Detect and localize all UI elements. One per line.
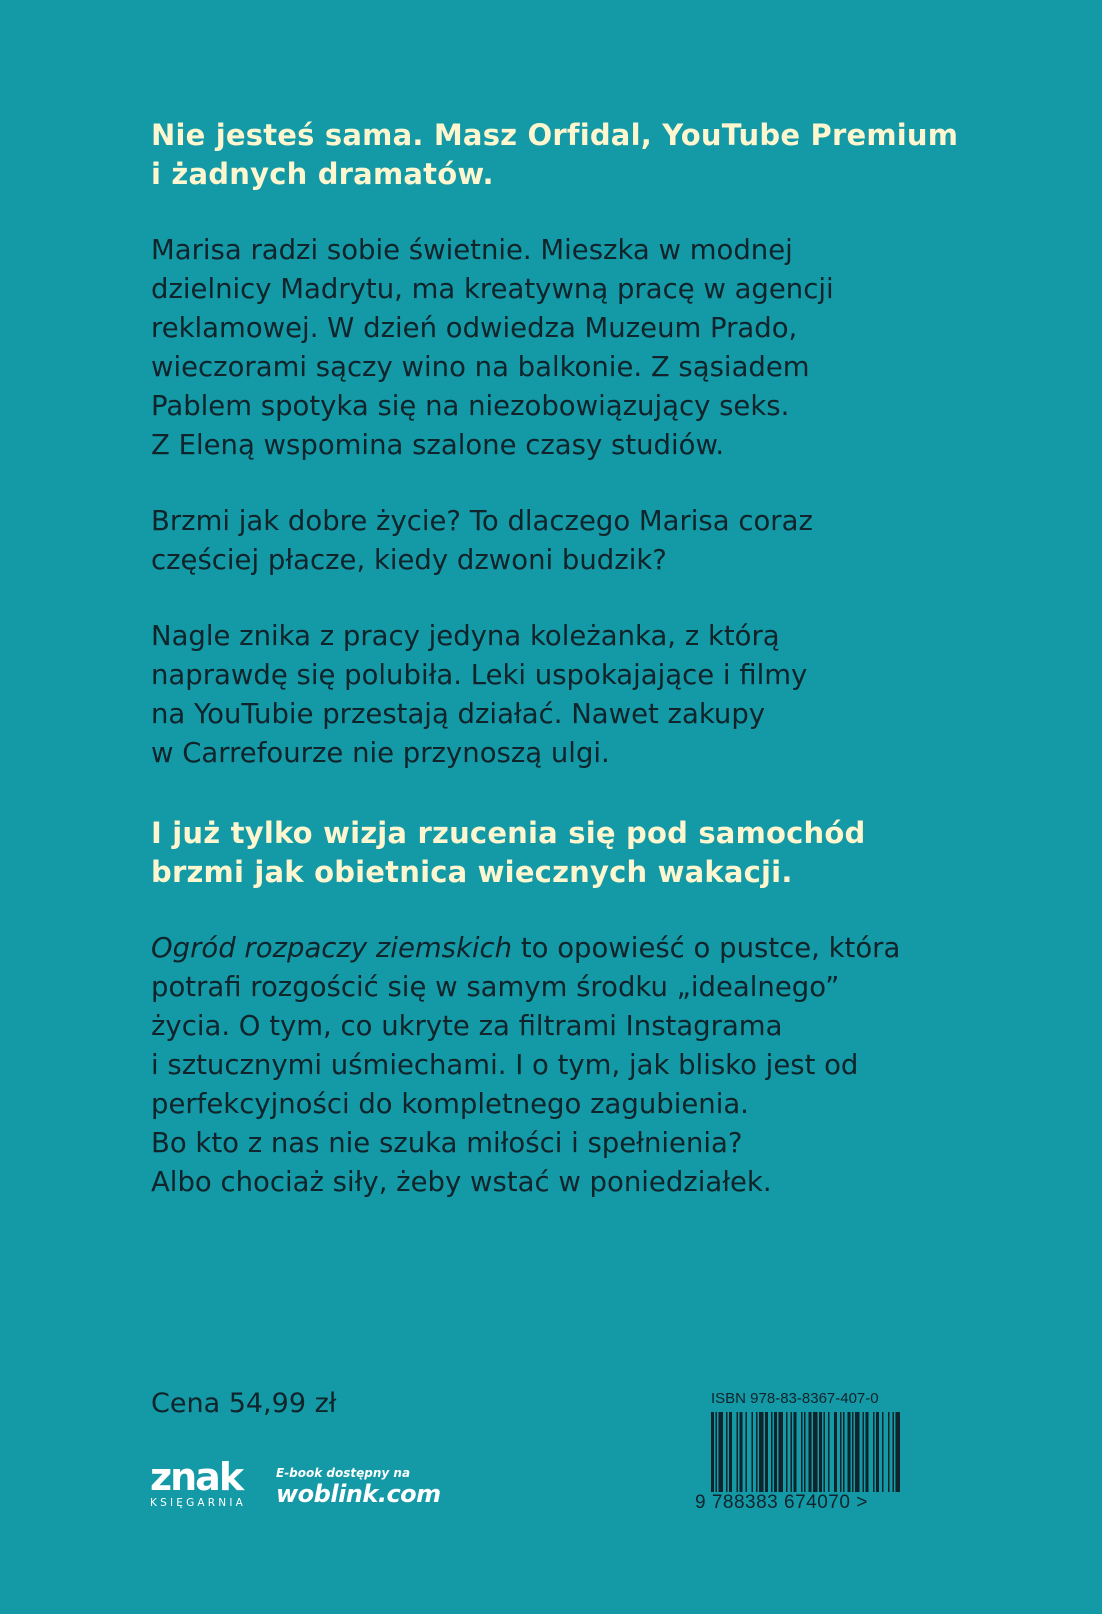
- paragraph-4: Ogród rozpaczy ziemskich to opowieść o pustce, która potrafi rozgościć się w samym środku „idealnego” życia. O tym, co ukryte za filtrami Instagrama i sztucznymi uśmiechami. I o tym, jak blisko jest od perfekcyjności do kompletnego zagubienia. Bo kto z nas nie szuka miłości i spełnienia? Albo chociaż siły, żeby wstać w poniedziałek.: [151, 932, 901, 1198]
- barcode-bar: [819, 1412, 822, 1492]
- znak-logo-word: znak: [150, 1455, 243, 1499]
- barcode-bar: [873, 1412, 875, 1492]
- barcode-bar: [726, 1412, 728, 1492]
- barcode-bar: [813, 1412, 818, 1492]
- lead-heading-1: Nie jesteś sama. Masz Orfidal, YouTube Premium i żadnych dramatów.: [151, 118, 959, 191]
- barcode-bar: [809, 1412, 812, 1492]
- barcode-bar: [848, 1412, 851, 1492]
- barcode-bar: [719, 1412, 724, 1492]
- barcode-bar: [756, 1412, 758, 1492]
- ebook-note: E-book dostępny na: [276, 1466, 411, 1480]
- barcode-bar: [737, 1412, 739, 1492]
- barcode-bar: [740, 1412, 743, 1492]
- barcode-bar: [852, 1412, 854, 1492]
- barcode-bar: [801, 1412, 803, 1492]
- barcode-bar: [840, 1412, 842, 1492]
- znak-logo-sub: KSIĘGARNIA: [150, 1497, 247, 1509]
- barcode-bar: [791, 1412, 793, 1492]
- barcode-bar: [804, 1412, 806, 1492]
- woblink-ebook-note: [276, 1466, 476, 1508]
- barcode-bar: [863, 1412, 865, 1492]
- barcode-bar: [882, 1412, 884, 1492]
- barcode-bar: [752, 1412, 754, 1492]
- lead-heading-2: I już tylko wizja rzucenia się pod samochód brzmi jak obietnica wiecznych wakacji.: [151, 816, 866, 889]
- book-title: Ogród rozpaczy ziemskich: [151, 932, 513, 964]
- isbn-label: ISBN 978-83-8367-407-0: [711, 1390, 879, 1407]
- paragraph-1: Marisa radzi sobie świetnie. Mieszka w modnej dzielnicy Madrytu, ma kreatywną pracę w agencji reklamowej. W dzień odwiedza Muzeum Prado, wieczorami sączy wino na balkonie. Z sąsiadem Pablem spotyka się na niezobowiązujący seks. Z Eleną wspomina szalone czasy studiów.: [151, 234, 834, 461]
- isbn-barcode: [695, 1390, 920, 1515]
- barcode-bar: [786, 1412, 788, 1492]
- barcode-digits: 9 788383 674070 >: [695, 1492, 868, 1513]
- barcode-bar: [866, 1412, 869, 1492]
- woblink-logo: woblink.com: [276, 1480, 441, 1508]
- barcode-bar: [896, 1412, 901, 1492]
- price-label: Cena 54,99 zł: [151, 1388, 337, 1419]
- barcode-bar: [855, 1412, 860, 1492]
- barcode-bar: [774, 1412, 777, 1492]
- barcode-bar: [771, 1412, 773, 1492]
- barcode-bar: [711, 1412, 714, 1492]
- znak-logo: [150, 1455, 260, 1520]
- paragraph-2: Brzmi jak dobre życie? To dlaczego Marisa coraz częściej płacze, kiedy dzwoni budzik?: [151, 505, 813, 576]
- barcode-bar: [876, 1412, 879, 1492]
- barcode-bar: [746, 1412, 748, 1492]
- paragraph-3: Nagle znika z pracy jedyna koleżanka, z którą naprawdę się polubiła. Leki uspokajające i filmy na YouTubie przestają działać. Nawet zakupy w Carrefourze nie przynoszą ulgi.: [151, 620, 808, 769]
- barcode-bar: [765, 1412, 768, 1492]
- barcode-bar: [828, 1412, 830, 1492]
- barcode-bar: [893, 1412, 895, 1492]
- barcode-bar: [888, 1412, 890, 1492]
- barcode-bar: [729, 1412, 732, 1492]
- blurb: [151, 116, 971, 1202]
- barcode-bar: [759, 1412, 764, 1492]
- barcode-bar: [843, 1412, 845, 1492]
- barcode-bar: [794, 1412, 797, 1492]
- barcode-bar: [779, 1412, 784, 1492]
- barcode-bar: [834, 1412, 837, 1492]
- barcode-bar: [716, 1412, 718, 1492]
- barcode-bars: [711, 1412, 901, 1492]
- barcode-bar: [824, 1412, 826, 1492]
